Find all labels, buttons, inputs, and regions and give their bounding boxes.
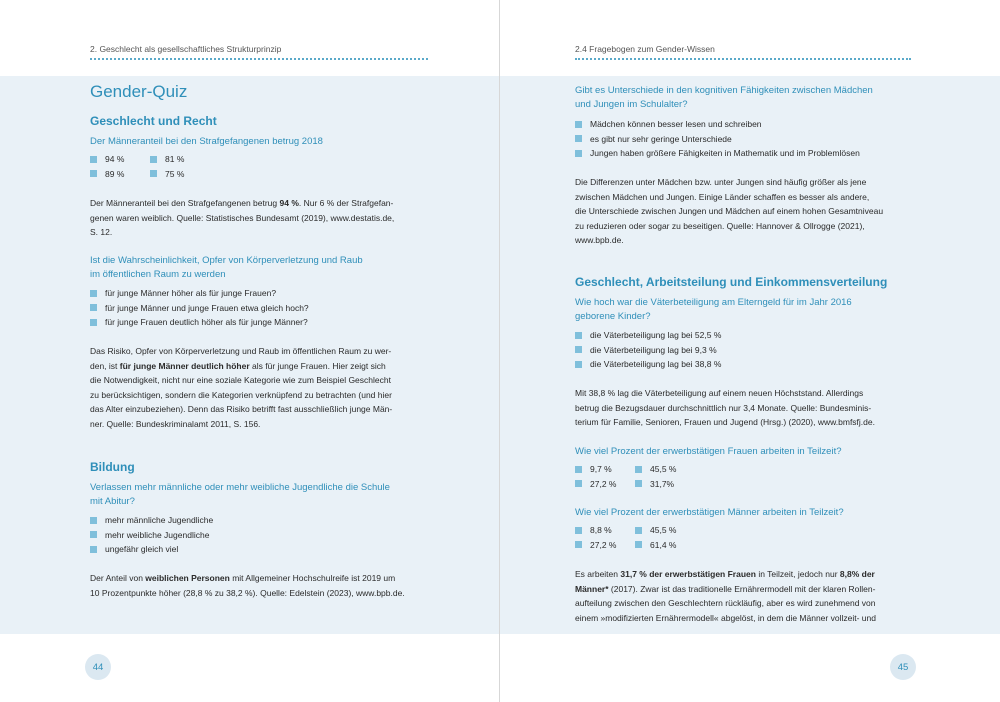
answer-option[interactable]: für junge Männer und junge Frauen etwa gleich hoch? — [90, 301, 428, 316]
section-title-arbeit: Geschlecht, Arbeitsteilung und Einkommensverteilung — [575, 275, 888, 289]
answer-option[interactable]: die Väterbeteiligung lag bei 38,8 % — [575, 357, 911, 372]
answer-option[interactable]: die Väterbeteiligung lag bei 52,5 % — [575, 328, 911, 343]
answer-kognitiv: Die Differenzen unter Mädchen bzw. unter Jungen sind häufig größer als jene zwischen Mädchen und Jungen. Einige Länder schaffen es besser als andere, die Unterschiede zwischen Jungen und Mädchen auf einem hohen Gesamtniveau zu reduzieren oder sogar zu beseitigen. Quelle: Hannover & Ollrogge (2021), www.bpb.de. — [575, 177, 884, 246]
answer-option[interactable]: 27,2 % — [575, 538, 635, 553]
checkbox-square-icon[interactable] — [635, 541, 642, 548]
answer-option[interactable]: 94 % — [90, 152, 150, 167]
options-abitur — [90, 513, 428, 557]
checkbox-square-icon[interactable] — [635, 466, 642, 473]
answer-option[interactable]: 89 % — [90, 167, 150, 182]
running-head-left: 2. Geschlecht als gesellschaftliches Strukturprinzip — [90, 44, 282, 54]
right-page — [500, 0, 1000, 702]
checkbox-square-icon[interactable] — [575, 541, 582, 548]
answer-option[interactable]: ungefähr gleich viel — [90, 542, 428, 557]
question-teilzeit-frauen: Wie viel Prozent der erwerbstätigen Frauen arbeiten in Teilzeit? — [575, 446, 842, 457]
running-head-right: 2.4 Fragebogen zum Gender-Wissen — [575, 44, 715, 54]
checkbox-square-icon[interactable] — [575, 480, 582, 487]
page-number-left: 44 — [85, 654, 111, 680]
checkbox-square-icon[interactable] — [90, 170, 97, 177]
options-teilzeit-frauen — [575, 462, 911, 491]
page-number-right: 45 — [890, 654, 916, 680]
answer-option[interactable]: für junge Frauen deutlich höher als für junge Männer? — [90, 315, 428, 330]
answer-option[interactable]: 45,5 % — [635, 523, 695, 538]
answer-option[interactable]: mehr weibliche Jugendliche — [90, 528, 428, 543]
question-abitur: Verlassen mehr männliche oder mehr weibliche Jugendliche die Schule mit Abitur? — [90, 482, 390, 507]
checkbox-square-icon[interactable] — [575, 135, 582, 142]
options-kognitiv — [575, 117, 911, 161]
answer-option[interactable]: Mädchen können besser lesen und schreiben — [575, 117, 911, 132]
quiz-title: Gender-Quiz — [90, 82, 188, 101]
checkbox-square-icon[interactable] — [90, 156, 97, 163]
options-elterngeld — [575, 328, 911, 372]
answer-option[interactable]: mehr männliche Jugendliche — [90, 513, 428, 528]
answer-strafgefangene: Der Männeranteil bei den Strafgefangenen betrug 94 %. Nur 6 % der Strafgefan- genen waren weiblich. Quelle: Statistisches Bundesamt (2019), www.destatis.de, S. 12. — [90, 198, 395, 238]
answer-teilzeit: Es arbeiten 31,7 % der erwerbstätigen Frauen in Teilzeit, jedoch nur 8,8% der Männer* (2017). Zwar ist das traditionelle Ernährermodell mit der klaren Rollen- aufteilung zwischen den Geschlechtern rückläufig, aber es wird zunehmend von einem »modifizierten Ernährermodell« abgelöst, in dem die Männer vollzeit- und — [575, 569, 876, 623]
options-teilzeit-maenner — [575, 523, 911, 552]
quiz-panel-right — [500, 76, 1000, 634]
checkbox-square-icon[interactable] — [575, 121, 582, 128]
answer-option[interactable]: 8,8 % — [575, 523, 635, 538]
answer-option[interactable]: 81 % — [150, 152, 210, 167]
checkbox-square-icon[interactable] — [575, 466, 582, 473]
checkbox-square-icon[interactable] — [575, 150, 582, 157]
checkbox-square-icon[interactable] — [90, 517, 97, 524]
dotted-divider-left — [90, 58, 428, 60]
answer-option[interactable]: 45,5 % — [635, 462, 695, 477]
checkbox-square-icon[interactable] — [635, 480, 642, 487]
quiz-panel-left — [0, 76, 499, 634]
answer-option[interactable]: Jungen haben größere Fähigkeiten in Mathematik und im Problemlösen — [575, 146, 911, 161]
answer-option[interactable]: 75 % — [150, 167, 210, 182]
question-opfer-risiko: Ist die Wahrscheinlichkeit, Opfer von Körperverletzung und Raub im öffentlichen Raum zu werden — [90, 255, 363, 280]
answer-option[interactable]: 61,4 % — [635, 538, 695, 553]
answer-option[interactable]: 27,2 % — [575, 477, 635, 492]
checkbox-square-icon[interactable] — [575, 361, 582, 368]
answer-elterngeld: Mit 38,8 % lag die Väterbeteiligung auf einem neuen Höchststand. Allerdings betrug die Bezugsdauer durchschnittlich nur 3,4 Monate. Quelle: Bundesminis- terium für Familie, Senioren, Frauen und Jugend (Hrsg.) (2020), www.bmfsfj.de. — [575, 388, 875, 428]
question-strafgefangene: Der Männeranteil bei den Strafgefangenen betrug 2018 — [90, 136, 323, 147]
answer-option[interactable]: die Väterbeteiligung lag bei 9,3 % — [575, 343, 911, 358]
checkbox-square-icon[interactable] — [575, 527, 582, 534]
checkbox-square-icon[interactable] — [635, 527, 642, 534]
answer-opfer-risiko: Das Risiko, Opfer von Körperverletzung und Raub im öffentlichen Raum zu wer- den, ist für junge Männer deutlich höher als für junge Frauen. Hier zeigt sich die Notwendigkeit, nicht nur eine soziale Kategorie wie zum Beispiel Geschlecht zu berücksichtigen, sondern die Kategorien verknüpfend zu betrachten (und hier das Alter einzubeziehen). Denn das Risiko betrifft fast ausschließlich junge Män- ner. Quelle: Bundeskriminalamt 2011, S. 156. — [90, 346, 393, 429]
question-kognitiv: Gibt es Unterschiede in den kognitiven Fähigkeiten zwischen Mädchen und Jungen im Schulalter? — [575, 85, 873, 110]
section-title-bildung: Bildung — [90, 460, 135, 474]
question-elterngeld: Wie hoch war die Väterbeteiligung am Elterngeld für im Jahr 2016 geborene Kinder? — [575, 297, 852, 322]
section-title-recht: Geschlecht und Recht — [90, 114, 217, 128]
checkbox-square-icon[interactable] — [575, 332, 582, 339]
options-strafgefangene — [90, 152, 428, 181]
checkbox-square-icon[interactable] — [150, 170, 157, 177]
checkbox-square-icon[interactable] — [90, 531, 97, 538]
checkbox-square-icon[interactable] — [90, 290, 97, 297]
checkbox-square-icon[interactable] — [150, 156, 157, 163]
answer-option[interactable]: für junge Männer höher als für junge Frauen? — [90, 286, 428, 301]
checkbox-square-icon[interactable] — [575, 346, 582, 353]
options-opfer-risiko — [90, 286, 428, 330]
answer-option[interactable]: es gibt nur sehr geringe Unterschiede — [575, 132, 911, 147]
answer-option[interactable]: 31,7% — [635, 477, 695, 492]
checkbox-square-icon[interactable] — [90, 319, 97, 326]
answer-abitur: Der Anteil von weiblichen Personen mit Allgemeiner Hochschulreife ist 2019 um 10 Prozentpunkte höher (28,8 % zu 38,2 %). Quelle: Edelstein (2023), www.bpb.de. — [90, 573, 405, 598]
question-teilzeit-maenner: Wie viel Prozent der erwerbstätigen Männer arbeiten in Teilzeit? — [575, 507, 844, 518]
checkbox-square-icon[interactable] — [90, 546, 97, 553]
checkbox-square-icon[interactable] — [90, 304, 97, 311]
dotted-divider-right — [575, 58, 911, 60]
answer-option[interactable]: 9,7 % — [575, 462, 635, 477]
